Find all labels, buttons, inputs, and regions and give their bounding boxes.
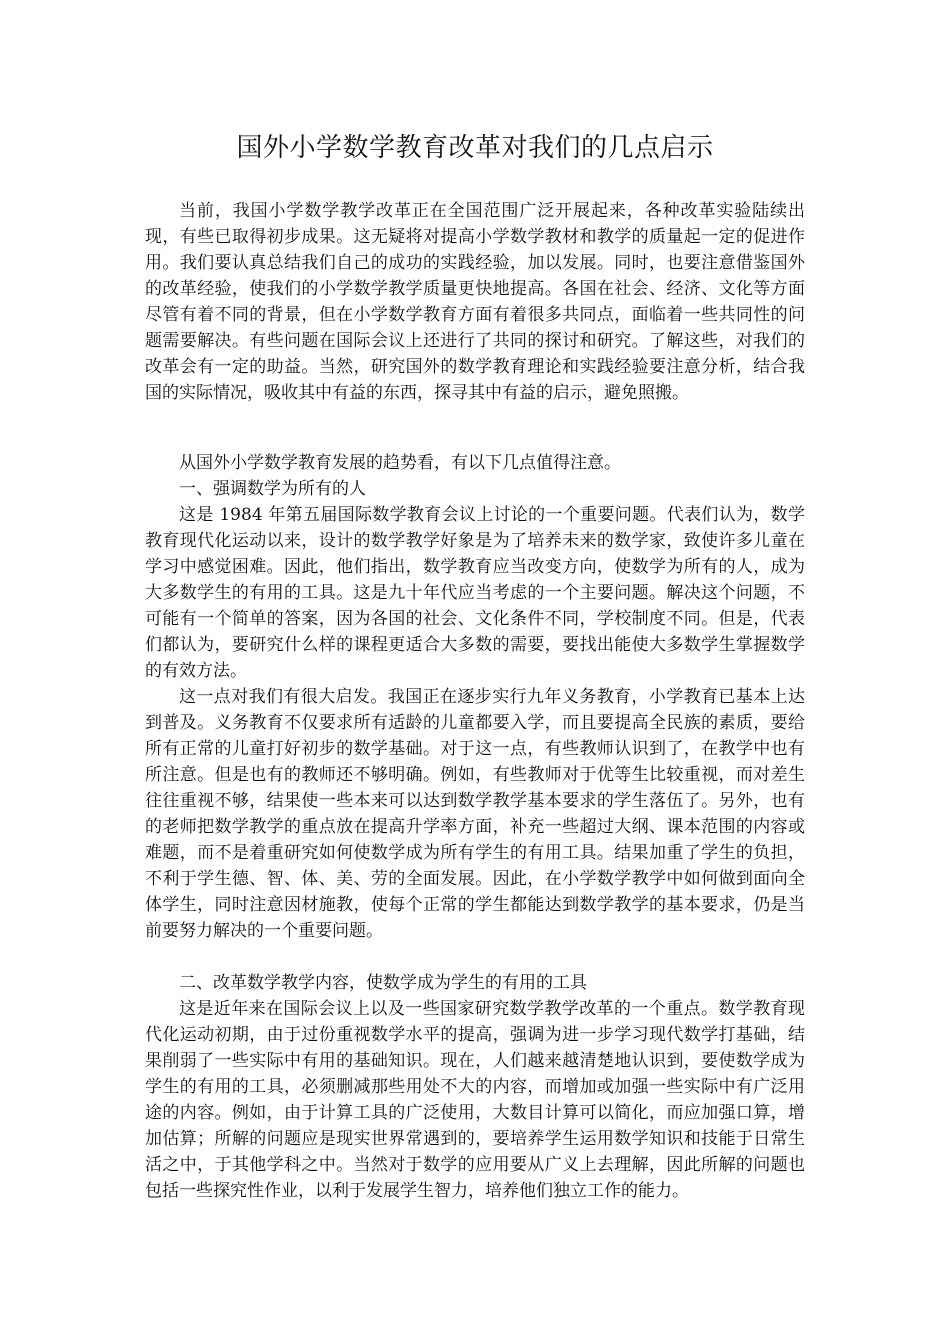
section-one <box>145 450 805 944</box>
section-two <box>145 970 805 1204</box>
heading-point-two: 二、改革数学教学内容，使数学成为学生的有用的工具 <box>179 973 587 993</box>
section-intro <box>145 198 805 406</box>
paragraph-point-two-body: 这是近年来在国际会议上以及一些国家研究数学教学改革的一个重点。数学教育现代化运动初期，由于过份重视数学水平的提高，强调为进一步学习现代数学打基础，结果削弱了一些实际中有用的基础知识。现在，人们越来越清楚地认识到，要使数学成为学生的有用的工具，必须删减那些用处不大的内容，而增加或加强一些实际中有广泛用途的内容。例如，由于计算工具的广泛使用，大数目计算可以简化，而应加强口算，增加估算；所解的问题应是现实世界常遇到的，要培养学生运用数学知识和技能于日常生活之中，于其他学科之中。当然对于数学的应用要从广义上去理解，因此所解的问题也包括一些探究性作业，以利于发展学生智力，培养他们独立工作的能力。 <box>145 999 805 1201</box>
paragraph-trend: 从国外小学数学教育发展的趋势看，有以下几点值得注意。 <box>179 453 621 473</box>
paragraph-intro: 当前，我国小学数学教学改革正在全国范围广泛开展起来，各种改革实验陆续出现，有些已取得初步成果。这无疑将对提高小学数学教材和教学的质量起一定的促进作用。我们要认真总结我们自己的成功的实践经验，加以发展。同时，也要注意借鉴国外的改革经验，使我们的小学数学教学质量更快地提高。各国在社会、经济、文化等方面尽管有着不同的背景，但在小学数学教育方面有着很多共同点，面临着一些共同性的问题需要解决。有些问题在国际会议上还进行了共同的探讨和研究。了解这些，对我们的改革会有一定的助益。当然，研究国外的数学教育理论和实践经验要注意分析，结合我国的实际情况，吸收其中有益的东西，探寻其中有益的启示，避免照搬。 <box>145 201 805 403</box>
paragraph-point-one-body: 这是 1984 年第五届国际数学教育会议上讨论的一个重要问题。代表们认为，数学教育现代化运动以来，设计的数学教学好象是为了培养未来的数学家，致使许多儿童在学习中感觉困难。因此，他们指出，数学教育应当改变方向，使数学为所有的人，成为大多数学生的有用的工具。这是九十年代应当考虑的一个主要问题。解决这个问题，不可能有一个简单的答案，因为各国的社会、文化条件不同，学校制度不同。但是，代表们都认为，要研究什么样的课程更适合大多数的需要，要找出能使大多数学生掌握数学的有效方法。 <box>145 505 805 681</box>
paragraph-point-one-reflection: 这一点对我们有很大启发。我国正在逐步实行九年义务教育，小学教育已基本上达到普及。义务教育不仅要求所有适龄的儿童都要入学，而且要提高全民族的素质，要给所有正常的儿童打好初步的数学基础。对于这一点，有些教师认识到了，在教学中也有所注意。但是也有的教师还不够明确。例如，有些教师对于优等生比较重视，而对差生往往重视不够，结果使一些本来可以达到数学教学基本要求的学生落伍了。另外，也有的老师把数学教学的重点放在提高升学率方面，补充一些超过大纲、课本范围的内容或难题，而不是着重研究如何使数学成为所有学生的有用工具。结果加重了学生的负担，不利于学生德、智、体、美、劳的全面发展。因此，在小学数学教学中如何做到面向全体学生，同时注意因材施教，使每个正常的学生都能达到数学教学的基本要求，仍是当前要努力解决的一个重要问题。 <box>145 687 805 941</box>
document-title: 国外小学数学教育改革对我们的几点启示 <box>236 133 714 163</box>
heading-point-one: 一、强调数学为所有的人 <box>179 479 366 499</box>
